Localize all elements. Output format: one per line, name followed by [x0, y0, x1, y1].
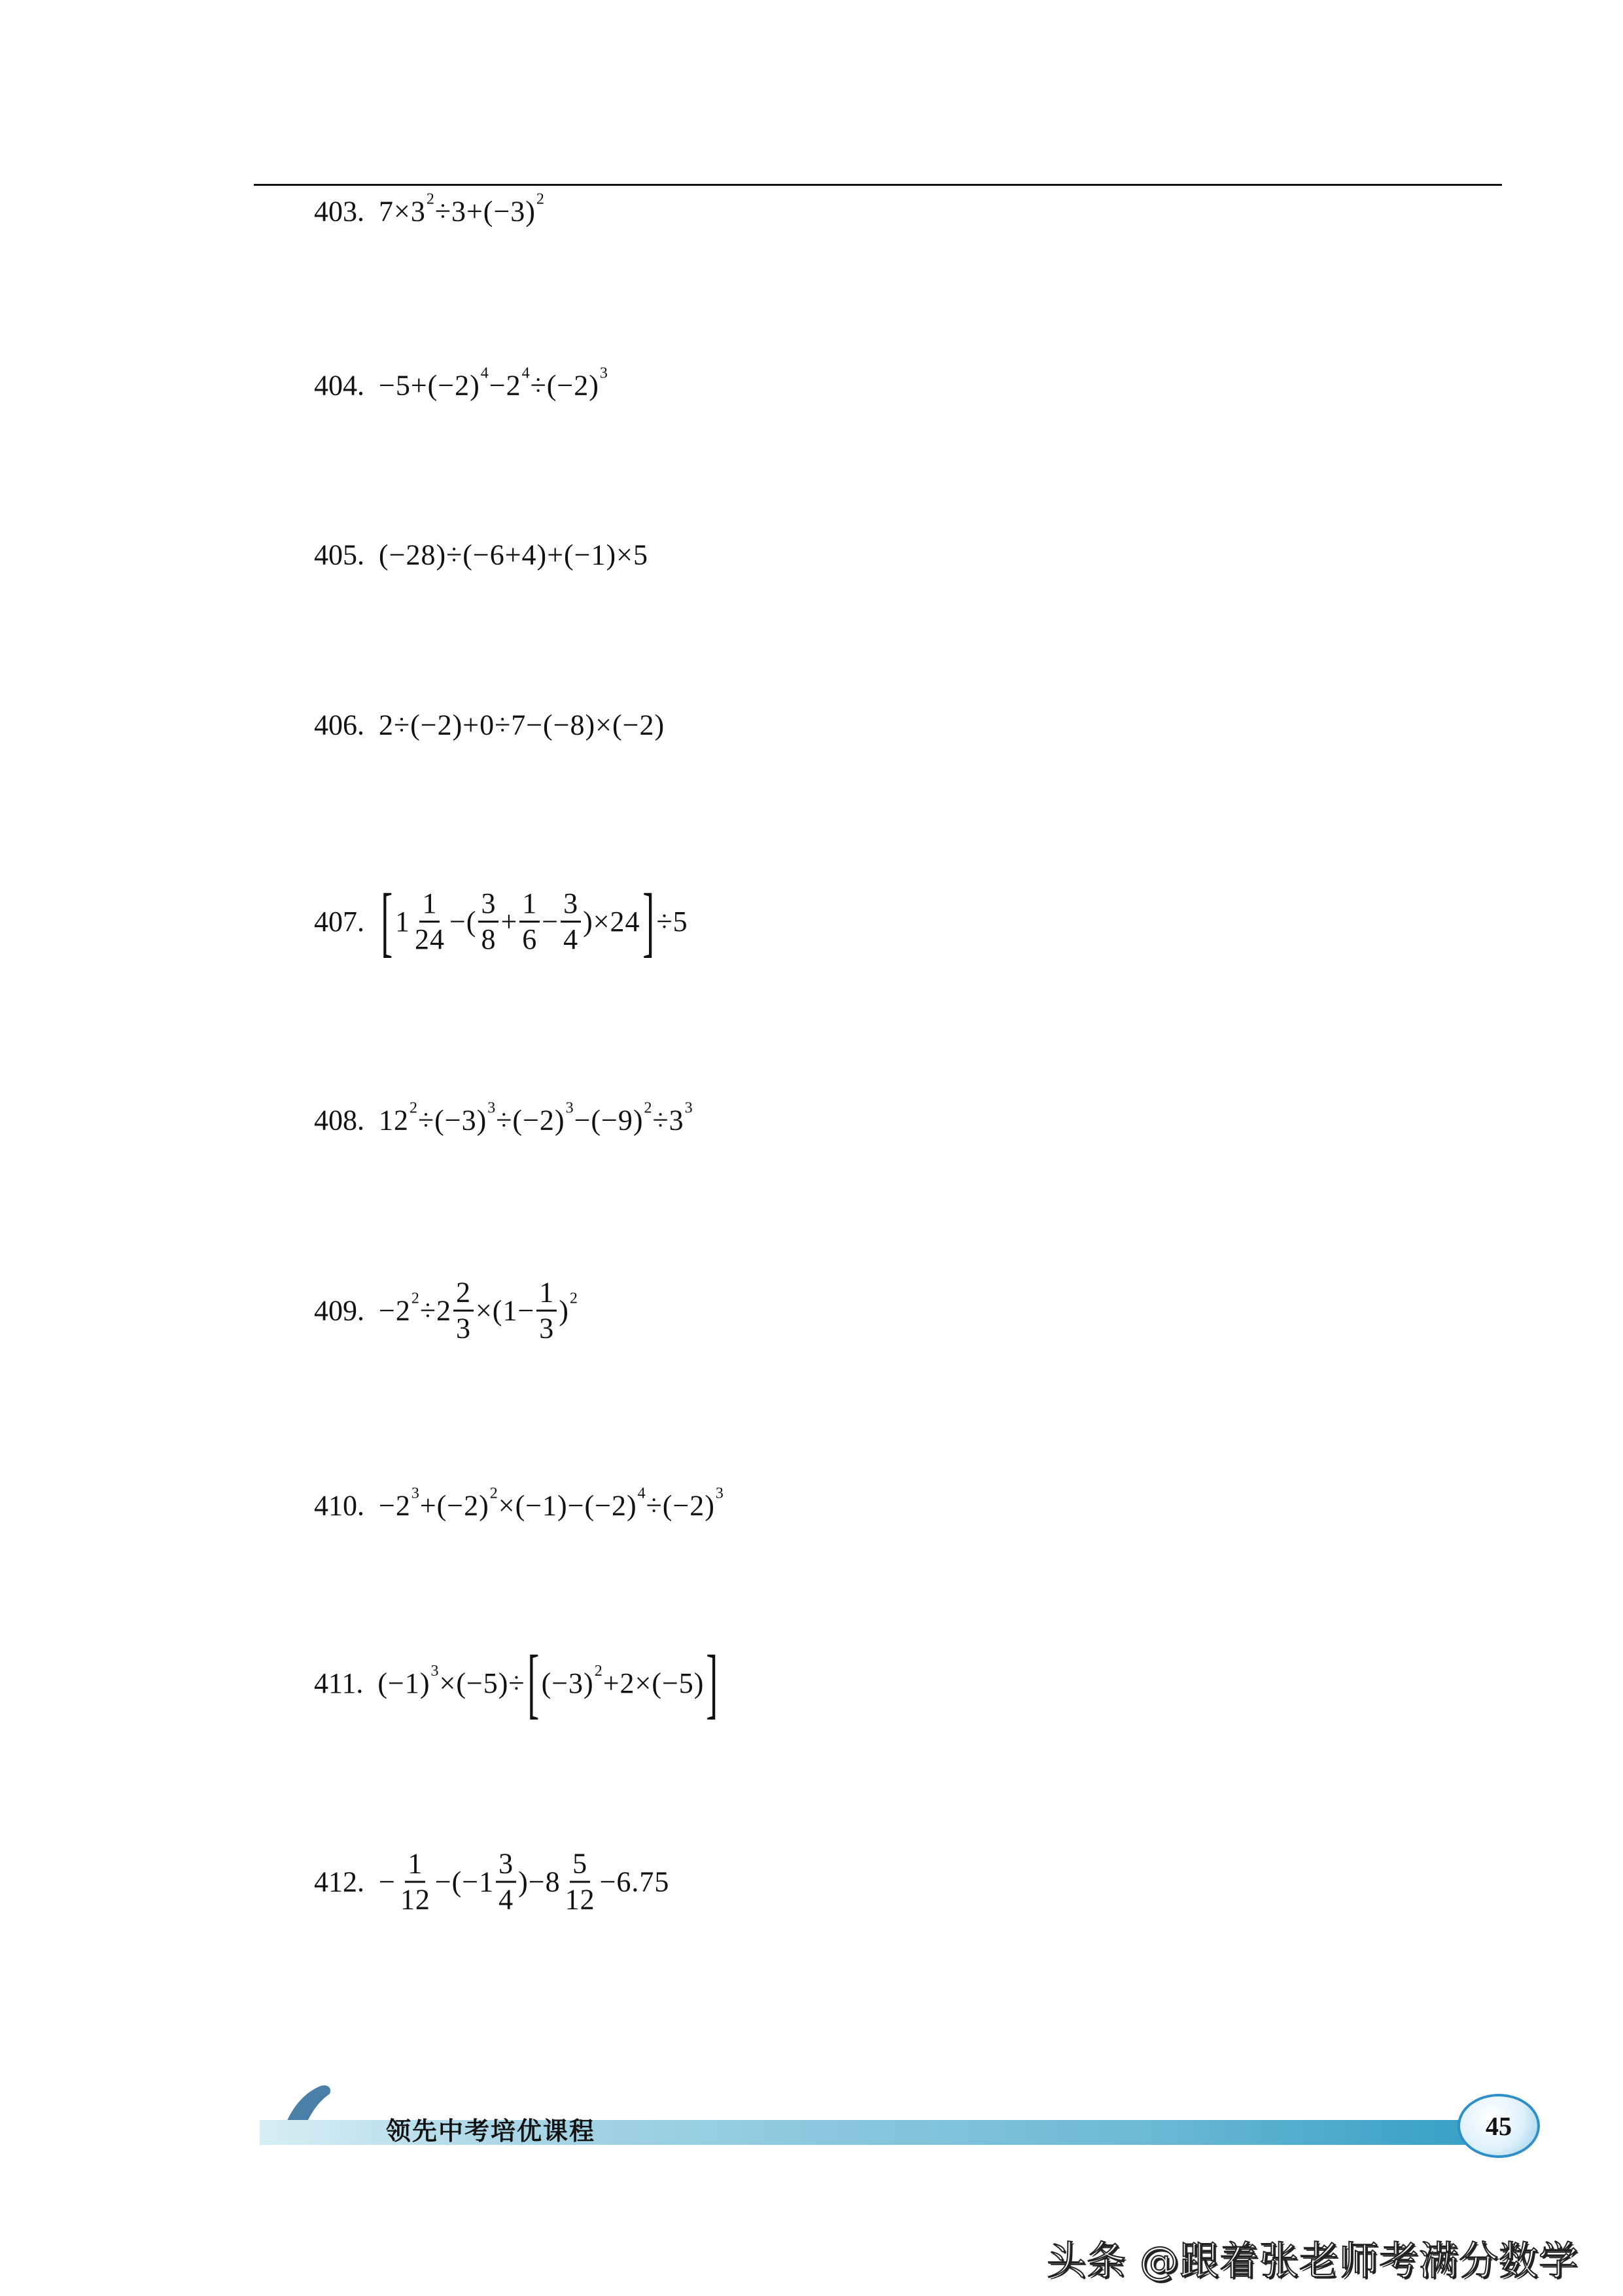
problem-number: 406.: [314, 709, 364, 741]
problem-expression: [379, 539, 648, 572]
exponent: 3: [599, 364, 608, 382]
header-rule: [254, 184, 1502, 186]
exponent: 3: [684, 1099, 693, 1117]
fraction: [398, 1847, 433, 1916]
denominator: 24: [414, 923, 445, 955]
numerator: 5: [570, 1850, 590, 1883]
bracket: [: [381, 877, 393, 964]
fraction: [496, 1847, 516, 1916]
expression-text: ×(−5)÷: [439, 1667, 525, 1699]
denominator: 8: [481, 923, 497, 955]
denominator: 6: [522, 923, 538, 955]
expression-text: −: [542, 905, 559, 938]
numerator: 2: [453, 1279, 474, 1312]
fraction: [519, 889, 540, 954]
expression-text: ÷3+(−3): [434, 195, 536, 228]
expression-text: +2×(−5): [602, 1667, 705, 1699]
exponent: 4: [480, 364, 489, 382]
numerator: 1: [405, 1850, 425, 1883]
exponent: 3: [565, 1099, 574, 1117]
problem-number: 404.: [314, 369, 364, 402]
denominator: 4: [498, 1883, 514, 1916]
expression-text: −(: [449, 905, 477, 938]
exponent: 2: [569, 1290, 578, 1307]
expression-text: ×(−1)−(−2): [498, 1489, 637, 1522]
problem-item: [314, 1099, 693, 1137]
expression-text: 12: [379, 1104, 409, 1137]
problem-item: [314, 190, 545, 228]
numerator: 1: [536, 1279, 557, 1312]
expression-text: −2: [379, 1489, 411, 1522]
fraction: [536, 1276, 557, 1345]
exponent: 2: [644, 1099, 653, 1117]
bracket: ]: [706, 1639, 719, 1726]
problem-number: 409.: [314, 1294, 364, 1327]
denominator: 4: [563, 923, 579, 955]
problem-item: [314, 877, 688, 964]
problem-expression: [377, 1639, 720, 1726]
denominator: 12: [565, 1883, 595, 1916]
expression-text: −: [379, 1865, 396, 1898]
exponent: 2: [410, 1099, 418, 1117]
exponent: 4: [637, 1485, 646, 1502]
footer-title: 领先中考培优课程: [386, 2117, 596, 2146]
problem-item: [314, 1276, 578, 1345]
problem-item: [314, 1485, 724, 1523]
bracket: ]: [642, 877, 655, 964]
expression-text: −(−9): [574, 1104, 644, 1137]
expression-text: ): [559, 1294, 569, 1327]
fraction: [453, 1276, 474, 1345]
expression-text: ÷5: [656, 905, 688, 938]
problem-expression: [379, 709, 665, 742]
page-number-bubble: [1457, 2094, 1540, 2158]
problem-item: [314, 539, 648, 572]
exponent: 2: [489, 1485, 498, 1502]
problem-item: [314, 364, 608, 402]
problem-item: [314, 1639, 720, 1726]
problem-number: 407.: [314, 905, 364, 938]
numerator: 3: [561, 889, 581, 923]
expression-text: 7×3: [379, 195, 426, 228]
expression-text: (−3): [541, 1667, 594, 1699]
exponent: 3: [715, 1485, 724, 1502]
expression-text: 2÷(−2)+0÷7−(−8)×(−2): [379, 709, 665, 741]
expression-text: (−28)÷(−6+4)+(−1)×5: [379, 539, 648, 571]
problem-expression: [379, 190, 545, 228]
problem-expression: [379, 1485, 724, 1523]
expression-text: −5+(−2): [379, 369, 480, 402]
expression-text: −2: [379, 1294, 411, 1327]
problem-number: 405.: [314, 539, 364, 571]
fraction: [563, 1847, 598, 1916]
expression-text: ÷(−3): [418, 1104, 487, 1137]
watermark: 头条 @跟着张老师考满分数学: [1047, 2238, 1579, 2284]
numerator: 3: [478, 889, 498, 923]
bracket: [: [527, 1639, 540, 1726]
problem-expression: [379, 1276, 578, 1345]
problem-number: 412.: [314, 1865, 364, 1898]
exponent: 4: [521, 364, 531, 382]
exponent: 2: [536, 190, 545, 208]
expression-text: −6.75: [599, 1865, 670, 1898]
numerator: 1: [419, 889, 440, 923]
expression-text: ÷(−2): [496, 1104, 565, 1137]
problem-number: 410.: [314, 1489, 364, 1522]
exponent: 2: [411, 1290, 420, 1307]
numerator: 3: [496, 1850, 516, 1883]
problem-expression: [379, 364, 608, 402]
denominator: 12: [400, 1883, 430, 1916]
numerator: 1: [519, 889, 540, 923]
fraction: [412, 889, 447, 954]
expression-text: (−1): [377, 1667, 430, 1699]
fraction: [561, 889, 581, 954]
expression-text: ×(1−: [475, 1294, 535, 1327]
exponent: 3: [430, 1662, 440, 1680]
problem-expression: [379, 1847, 670, 1916]
expression-text: ÷(−2): [530, 369, 599, 402]
expression-text: −2: [489, 369, 521, 402]
problem-item: [314, 1847, 670, 1916]
problem-number: 411.: [314, 1667, 364, 1699]
exponent: 2: [594, 1662, 603, 1680]
problem-expression: [379, 877, 688, 964]
fraction: [478, 889, 498, 954]
expression-text: +: [500, 905, 518, 938]
problem-expression: [379, 1099, 693, 1137]
problem-number: 403.: [314, 195, 364, 228]
page-number: 45: [1486, 2111, 1512, 2141]
exponent: 3: [411, 1485, 420, 1502]
expression-text: )−8: [518, 1865, 561, 1898]
problem-number: 408.: [314, 1104, 364, 1137]
expression-text: +(−2): [419, 1489, 489, 1522]
expression-text: −(−1: [434, 1865, 495, 1898]
exponent: 3: [487, 1099, 497, 1117]
denominator: 3: [539, 1312, 555, 1345]
expression-text: )×24: [583, 905, 640, 938]
exponent: 2: [426, 190, 435, 208]
expression-text: ÷(−2): [646, 1489, 715, 1522]
expression-text: 1: [394, 905, 410, 938]
expression-text: ÷3: [652, 1104, 684, 1137]
problem-item: [314, 709, 665, 742]
denominator: 3: [455, 1312, 471, 1345]
expression-text: ÷2: [419, 1294, 451, 1327]
